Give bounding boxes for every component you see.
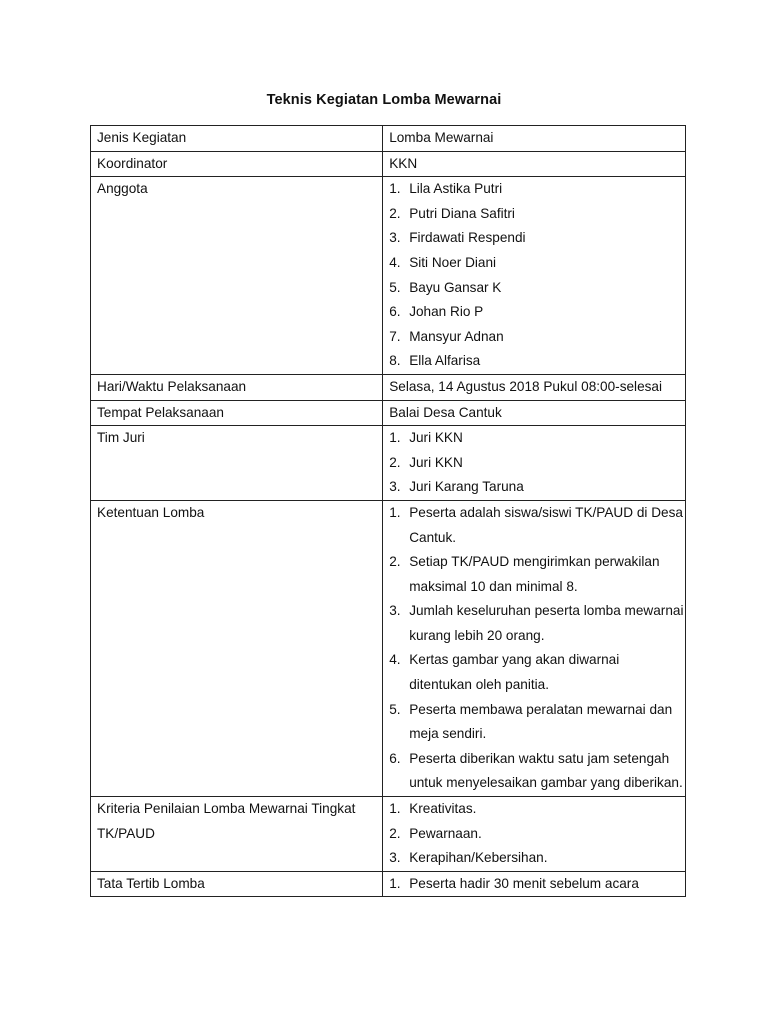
list-item: [389, 276, 685, 301]
row-value: Selasa, 14 Agustus 2018 Pukul 08:00-selesai: [383, 374, 686, 400]
list-number: 5.: [389, 279, 401, 295]
list-number: 4.: [389, 652, 401, 668]
row-value-list: [383, 177, 686, 375]
list-item: [389, 349, 685, 374]
list-item: [389, 451, 685, 476]
row-label: Anggota: [91, 177, 383, 375]
list-number: 1.: [389, 504, 401, 520]
list-item: [389, 599, 685, 648]
list-text: Juri Karang Taruna: [409, 479, 524, 495]
list-item: [389, 426, 685, 451]
list-text: Juri KKN: [409, 454, 463, 470]
list-item: [389, 177, 685, 202]
list-number: 7.: [389, 328, 401, 344]
jury-list: [389, 426, 685, 500]
table-row: [91, 177, 686, 375]
list-number: 6.: [389, 750, 401, 766]
list-number: 1.: [389, 801, 401, 817]
member-list: [389, 177, 685, 374]
list-item: [389, 698, 685, 747]
list-text: Bayu Gansar K: [409, 279, 502, 295]
list-text: Setiap TK/PAUD mengirimkan perwakilan maksimal 10 dan minimal 8.: [409, 554, 660, 594]
row-value-list: [383, 500, 686, 796]
list-number: 1.: [389, 181, 401, 197]
row-value-list: [383, 426, 686, 501]
list-item: [389, 550, 685, 599]
list-item: [389, 872, 685, 897]
row-label: Ketentuan Lomba: [91, 500, 383, 796]
list-text: Mansyur Adnan: [409, 328, 504, 344]
list-number: 3.: [389, 230, 401, 246]
row-value-list: [383, 871, 686, 897]
table-row: [91, 797, 686, 872]
table-row: [91, 374, 686, 400]
table-row: [91, 500, 686, 796]
list-text: Kreativitas.: [409, 801, 477, 817]
table-row: [91, 871, 686, 897]
list-item: [389, 202, 685, 227]
row-value-list: [383, 797, 686, 872]
list-item: [389, 300, 685, 325]
row-label: Tempat Pelaksanaan: [91, 400, 383, 426]
row-value: Balai Desa Cantuk: [383, 400, 686, 426]
page-title: Teknis Kegiatan Lomba Mewarnai: [266, 92, 502, 108]
list-item: [389, 501, 685, 550]
table-row: [91, 426, 686, 501]
row-label: Tim Juri: [91, 426, 383, 501]
list-item: [389, 846, 685, 871]
list-number: 5.: [389, 701, 401, 717]
list-item: [389, 475, 685, 500]
list-item: [389, 797, 685, 822]
table-row: [91, 400, 686, 426]
list-text: Kerapihan/Kebersihan.: [409, 850, 548, 866]
list-text: Jumlah keseluruhan peserta lomba mewarnai kurang lebih 20 orang.: [409, 603, 684, 643]
list-number: 2.: [389, 205, 401, 221]
list-text: Lila Astika Putri: [409, 181, 503, 197]
list-number: 1.: [389, 875, 401, 891]
list-item: [389, 822, 685, 847]
list-text: Peserta membawa peralatan mewarnai dan meja sendiri.: [409, 701, 673, 742]
list-item: [389, 325, 685, 350]
list-number: 2.: [389, 825, 401, 841]
activity-details-table: [90, 125, 686, 897]
regulations-list: [389, 872, 685, 897]
list-number: 3.: [389, 479, 401, 495]
list-number: 3.: [389, 603, 401, 619]
list-text: Peserta hadir 30 menit sebelum acara: [409, 875, 639, 891]
list-text: Putri Diana Safitri: [409, 205, 515, 221]
row-label: Kriteria Penilaian Lomba Mewarnai Tingkat TK/PAUD: [91, 797, 383, 872]
criteria-list: [389, 797, 685, 871]
list-text: Pewarnaan.: [409, 825, 482, 841]
row-label: Jenis Kegiatan: [91, 126, 383, 152]
list-text: Ella Alfarisa: [409, 353, 481, 369]
list-number: 8.: [389, 353, 401, 369]
list-text: Peserta adalah siswa/siswi TK/PAUD di Desa Cantuk.: [409, 504, 683, 545]
list-number: 6.: [389, 304, 401, 320]
table-row: [91, 126, 686, 152]
row-value: Lomba Mewarnai: [383, 126, 686, 152]
list-number: 3.: [389, 850, 401, 866]
list-text: Juri KKN: [409, 430, 463, 446]
list-item: [389, 648, 685, 697]
rules-list: [389, 501, 685, 796]
row-value: KKN: [383, 151, 686, 177]
row-label: Koordinator: [91, 151, 383, 177]
table-row: [91, 151, 686, 177]
list-number: 4.: [389, 254, 401, 270]
list-text: Kertas gambar yang akan diwarnai ditentukan oleh panitia.: [409, 652, 620, 693]
list-item: [389, 747, 685, 796]
list-item: [389, 226, 685, 251]
list-number: 2.: [389, 454, 401, 470]
list-item: [389, 251, 685, 276]
list-text: Siti Noer Diani: [409, 254, 497, 270]
list-text: Peserta diberikan waktu satu jam setengah untuk menyelesaikan gambar yang diberikan.: [409, 750, 683, 791]
list-text: Firdawati Respendi: [409, 230, 526, 246]
list-number: 1.: [389, 430, 401, 446]
row-label: Tata Tertib Lomba: [91, 871, 383, 897]
row-label: Hari/Waktu Pelaksanaan: [91, 374, 383, 400]
list-text: Johan Rio P: [409, 304, 484, 320]
list-number: 2.: [389, 554, 401, 570]
